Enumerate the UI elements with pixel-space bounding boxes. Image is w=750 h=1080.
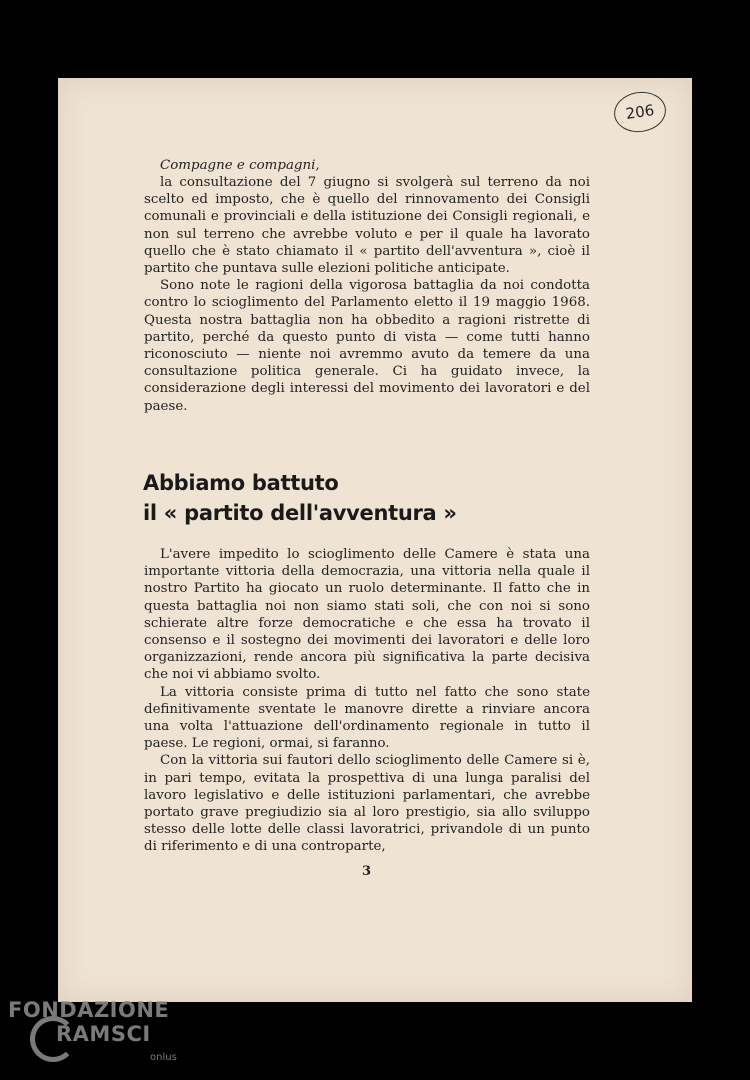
intro-text	[144, 174, 590, 415]
page-number: 3	[362, 864, 372, 879]
section-heading	[143, 468, 457, 528]
heading-line-2: il « partito dell'avventura »	[143, 501, 457, 525]
logo-line-1: FONDAZIONE	[8, 998, 170, 1022]
paragraph: la consultazione del 7 giugno si svolgerà sul terreno da noi scelto ed imposto, che è quello del rinnovamento dei Consigli comunali e provinciali e della istituzione dei Consigli regionali, e non sul terreno che avrebbe voluto e per il quale ha lavorato quello che è stato chiamato il « partito dell'avventura », cioè il partito che puntava sulle elezioni politiche anticipate.	[144, 175, 590, 277]
salutation: Compagne e compagni,	[160, 158, 320, 173]
paragraph: Con la vittoria sui fautori dello scioglimento delle Camere si è, in pari tempo, evitata la prospettiva di una lunga paralisi del lavoro legislativo e delle istituzioni parlamentari, che avrebbe portato grave pregiudizio sia al loro prestigio, sia allo sviluppo stesso delle lotte delle classi lavoratrici, privandole di un punto di riferimento e di una controparte,	[144, 753, 590, 855]
fondazione-gramsci-logo	[8, 998, 177, 1063]
heading-line-1: Abbiamo battuto	[143, 471, 339, 495]
logo-suffix: onlus	[150, 1052, 177, 1063]
body-text	[144, 546, 590, 856]
logo-line-2: RAMSCI	[56, 1022, 151, 1046]
paragraph: La vittoria consiste prima di tutto nel fatto che sono state definitivamente sventate le manovre dirette a rinviare ancora una volta l'attuazione dell'ordinamento regionale in tutto il paese. Le regioni, ormai, si faranno.	[144, 684, 590, 752]
paragraph: Sono note le ragioni della vigorosa battaglia da noi condotta contro lo scioglimento del Parlamento eletto il 19 maggio 1968. Questa nostra battaglia non ha obbedito a ragioni ristrette di partito, perché da questo punto di vista — come tutti hanno riconosciuto — niente noi avremmo avuto da temere da una consultazione politica generale. Ci ha guidato invece, la considerazione degli interessi del movimento dei lavoratori e del paese.	[144, 278, 590, 414]
paragraph: L'avere impedito lo scioglimento delle Camere è stata una importante vittoria della democrazia, una vittoria nella quale il nostro Partito ha giocato un ruolo determinante. Il fatto che in questa battaglia noi non siamo stati soli, che con noi si sono schierate altre forze democratiche e che essa ha trovato il consenso e il sostegno dei movimenti dei lavoratori e delle loro organizzazioni, rende ancora più significativa la parte decisiva che noi vi abbiamo svolto.	[144, 547, 590, 683]
handwritten-folio-number: 206	[611, 89, 668, 136]
